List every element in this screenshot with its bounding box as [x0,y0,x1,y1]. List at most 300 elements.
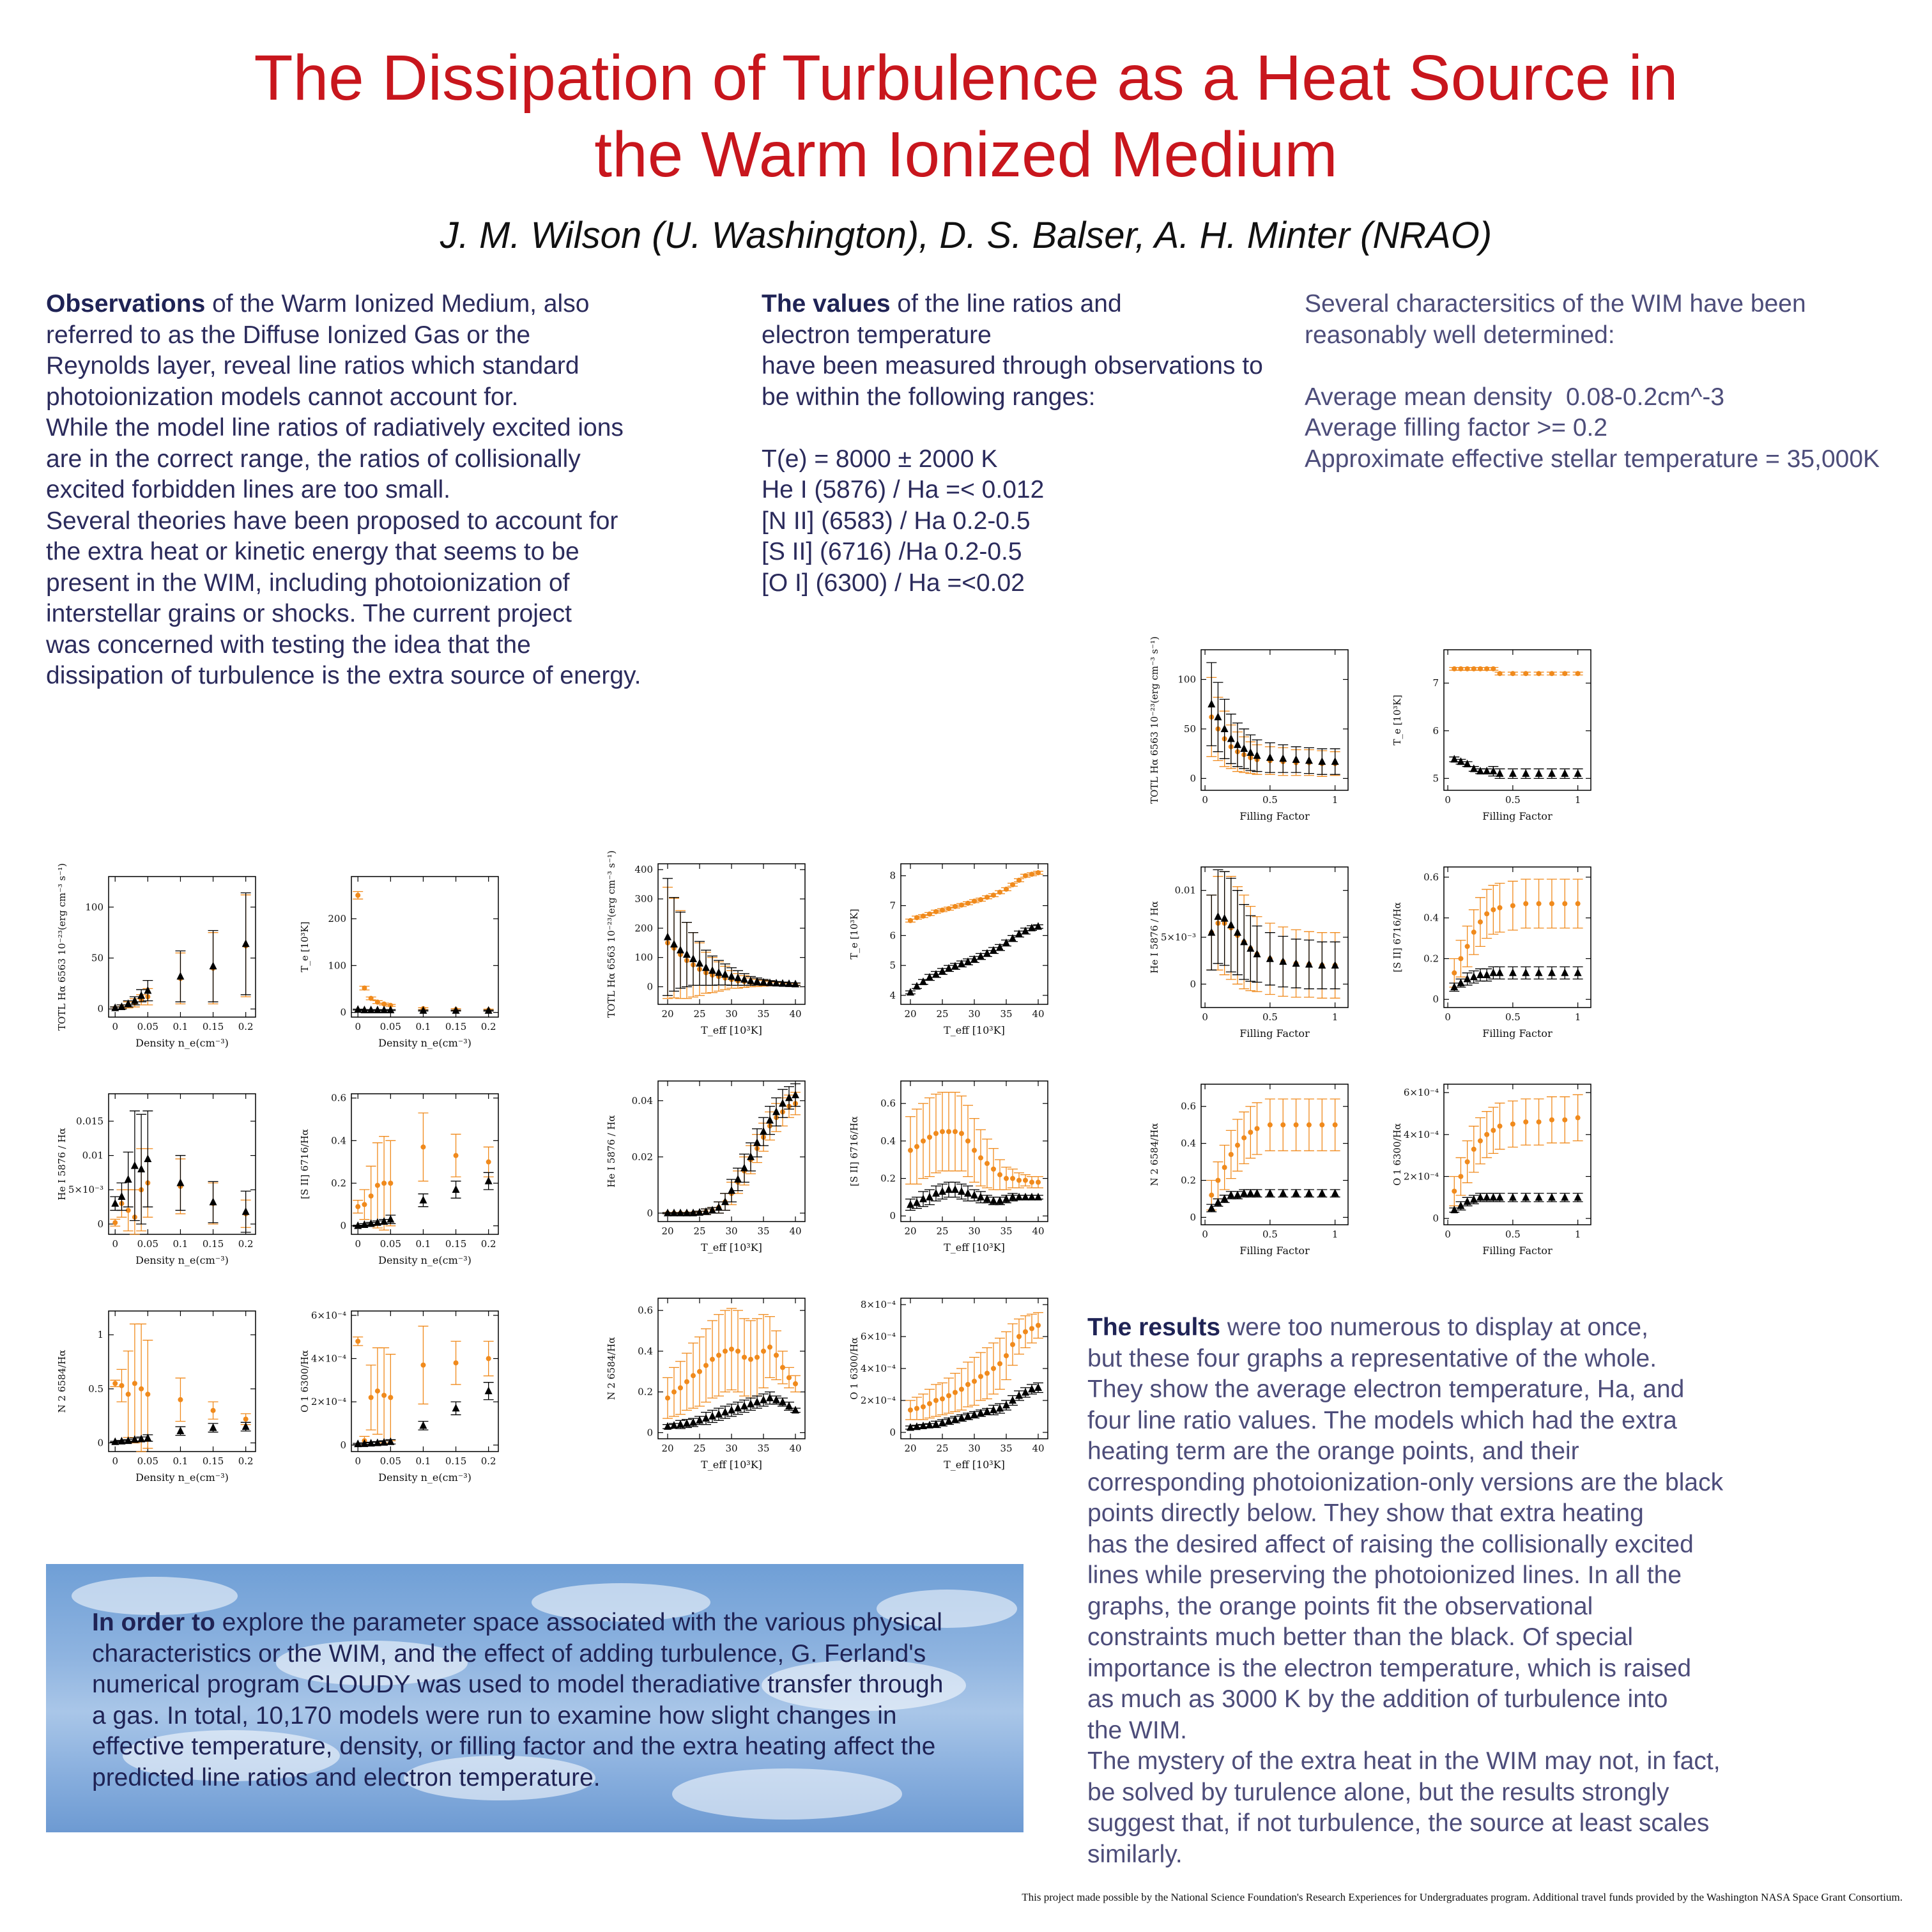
data-point-orange [1010,1342,1015,1347]
data-point-orange [132,1381,137,1386]
data-point-orange [1491,1128,1496,1133]
y-axis-label: O 1 6300/Hα [1392,1123,1403,1186]
data-point-black [1450,755,1458,763]
x-tick-label: 40 [1032,1443,1045,1454]
y-axis-label: O 1 6300/Hα [299,1350,310,1413]
data-point-black [485,1177,493,1184]
data-point-black [367,1219,375,1227]
data-point-black [734,1175,742,1183]
data-point-black [1279,957,1287,965]
y-tick-label: 0 [647,1427,653,1439]
data-point-black [728,1186,735,1194]
sky-panel [46,1564,1023,1832]
data-point-orange [375,1388,380,1393]
data-point-orange [1004,887,1009,892]
y-tick-label: 6 [1432,724,1439,737]
data-point-black [1483,1193,1491,1200]
data-point-black [683,950,691,958]
x-tick-label: 30 [725,1225,738,1237]
data-point-black [210,1423,217,1431]
data-point-orange [1029,1326,1034,1331]
data-point-black [702,1414,710,1422]
y-tick-label: 0 [97,1218,103,1230]
data-point-black [740,1402,748,1409]
y-tick-label: 8 [889,870,896,882]
data-point-orange [1549,901,1554,906]
data-point-orange [211,1408,216,1413]
data-point-orange [774,1353,779,1358]
chart-svg [294,1080,511,1279]
values-lead: The values [762,290,891,318]
data-point-black [1548,1193,1556,1200]
data-point-orange [1010,882,1015,887]
chart-svg [1144,636,1361,835]
chart-panel-filling [1386,853,1604,1052]
title-line-1: The Dissipation of Turbulence as a Heat Source in [254,42,1678,114]
y-axis-label: [S II] 6716/Hα [848,1116,860,1186]
data-point-orange [1023,1330,1028,1335]
data-point-orange [729,1347,734,1352]
data-point-black [176,1179,184,1186]
y-tick-label: 0 [97,1437,103,1449]
chart-panel-filling [1144,636,1361,835]
data-point-black [747,1400,755,1407]
x-tick-label: 1 [1574,1229,1581,1240]
data-point-black [1509,769,1517,777]
data-point-orange [1523,1119,1528,1124]
data-point-black [1476,1193,1484,1200]
data-point-black [1574,1193,1582,1200]
data-point-orange [1458,956,1463,961]
y-tick-label: 0.4 [880,1135,896,1147]
data-point-black [779,1099,786,1107]
data-point-black [721,970,729,977]
data-point-orange [112,1381,118,1386]
x-axis-label: T_eff [10³K] [701,1024,762,1036]
data-point-orange [965,901,970,906]
data-point-black [721,1197,729,1205]
data-point-orange [1029,1179,1034,1184]
x-tick-label: 0.05 [137,1021,159,1032]
y-tick-label: 5×10⁻³ [1160,931,1196,943]
data-point-black [1208,928,1215,936]
data-point-orange [112,1220,118,1225]
x-tick-label: 0.05 [379,1021,402,1032]
data-point-black [753,1398,761,1406]
data-point-orange [1523,901,1528,906]
data-point-orange [1004,1353,1009,1358]
data-point-black [766,1116,774,1124]
x-tick-label: 25 [693,1443,706,1454]
data-point-black [1015,1392,1023,1399]
x-tick-label: 30 [725,1008,738,1020]
data-point-orange [355,1204,360,1209]
data-point-orange [1036,870,1041,875]
data-point-black [792,1406,799,1413]
data-point-black [715,1410,723,1418]
data-point-black [1266,753,1274,761]
y-axis-label: TOTL Hα 6563 10⁻²³(erg cm⁻³ s⁻¹) [56,862,68,1031]
data-point-orange [1036,1179,1041,1184]
data-point-black [111,1199,119,1207]
y-tick-label: 0 [340,1439,346,1451]
results-text: were too numerous to display at once, but these four graphs a representative of the whole. They show the average electron temperature, Ha, and four line ratio values. The models which had the extra heating term are the orange points, and their corresponding photoionization-only versions are the black points directly below. They show that extra heating has the desired affect of raising the collisionally excited lines while preserving the photoionized lines. In all the graphs, the orange points fit the observational constraints much better than the black. Of special importance is the electron temperature, which is raised as much as 3000 K by the addition of turbulence into the WIM. The mystery of the extra heat in the WIM may not, in fact, be solved by turulence alone, but the results strongly suggest that, if not turbulence, the source at least scales similarly. [1087,1314,1724,1868]
chart-svg [601,1284,818,1483]
x-tick-label: 0.5 [1262,1229,1278,1240]
data-point-black [951,1185,959,1193]
x-tick-label: 40 [789,1225,802,1237]
data-point-orange [369,1193,374,1199]
data-point-orange [369,1395,374,1400]
data-point-black [1548,769,1556,777]
x-tick-label: 30 [725,1443,738,1454]
data-point-black [772,1107,780,1115]
chart-svg [843,1067,1061,1266]
data-point-orange [1452,970,1457,976]
plot-frame [1444,867,1591,1008]
data-point-black [1214,912,1222,920]
data-point-black [670,940,678,947]
data-point-black [977,1193,985,1200]
data-point-orange [940,1129,945,1134]
x-tick-label: 30 [968,1225,981,1237]
x-tick-label: 20 [904,1008,917,1020]
y-tick-label: 0.4 [638,1345,653,1357]
data-point-orange [921,1404,926,1409]
data-point-black [1483,767,1491,774]
data-point-black [907,1423,914,1431]
data-point-orange [953,1390,958,1395]
data-point-orange [927,1135,932,1140]
x-axis-label: Filling Factor [1482,1027,1552,1039]
data-point-orange [1255,1126,1260,1131]
data-point-orange [697,1369,702,1374]
data-point-orange [381,1181,387,1186]
x-tick-label: 20 [904,1225,917,1237]
in-order-lead: In order to [92,1609,215,1636]
data-point-orange [940,1397,945,1402]
chart-panel-filling [1144,1070,1361,1269]
y-tick-label: 5 [1432,772,1439,785]
data-point-black [131,996,139,1004]
y-tick-label: 2×10⁻⁴ [310,1396,346,1408]
x-tick-label: 0.15 [202,1021,224,1032]
y-tick-label: 0 [889,1427,896,1438]
data-point-orange [1458,1174,1463,1179]
x-tick-label: 35 [757,1225,770,1237]
chart-panel-teff [843,850,1061,1049]
data-point-black [715,1203,723,1211]
plot-frame [351,1094,498,1234]
data-point-black [1292,959,1300,967]
chart-svg [294,1297,511,1496]
data-point-black [964,1189,972,1197]
data-point-orange [1294,1123,1299,1128]
y-tick-label: 200 [634,922,653,934]
data-point-orange [972,1379,977,1384]
data-point-orange [1575,901,1581,906]
y-tick-label: 5×10⁻³ [68,1184,103,1196]
chart-panel-density [294,862,511,1062]
y-tick-label: 4×10⁻⁴ [1403,1128,1439,1140]
y-tick-label: 4×10⁻⁴ [310,1353,346,1365]
x-tick-label: 0.1 [172,1238,188,1250]
y-tick-label: 0 [97,1003,103,1015]
data-point-orange [985,894,990,900]
data-point-black [1254,751,1261,759]
y-axis-label: O 1 6300/Hα [848,1337,860,1400]
data-point-black [1246,748,1254,756]
data-point-black [1240,937,1248,945]
data-point-orange [486,1356,491,1361]
x-tick-label: 30 [968,1443,981,1454]
chart-panel-density [294,1297,511,1496]
x-tick-label: 0 [355,1455,361,1467]
data-point-orange [1549,671,1554,676]
chart-panel-filling [1386,1070,1604,1269]
x-tick-label: 1 [1331,1229,1338,1240]
data-point-orange [793,1381,798,1386]
y-tick-label: 100 [328,960,346,972]
data-point-black [970,1191,978,1199]
in-order-text: explore the parameter space associated with the various physical characteristics or the WIM, and the effect of adding turbulence, G. Ferland's numerical program CLOUDY was used to model theradiative transfer through a gas. In total, 10,170 models were run to examine how slight changes in effective temperature, density, or filling factor and the extra heating affect the predicted line ratios and electron temperature. [92,1609,944,1791]
x-tick-label: 0.2 [238,1021,254,1032]
data-point-black [728,1406,735,1413]
x-tick-label: 0.1 [415,1021,431,1032]
data-point-orange [1465,944,1470,949]
data-point-black [452,1185,460,1193]
y-tick-label: 200 [328,913,346,924]
y-axis-label: T_e [10³K] [299,921,310,972]
y-tick-label: 0.4 [1423,912,1439,924]
data-point-black [1279,754,1287,762]
y-tick-label: 0 [340,1220,346,1232]
data-point-black [1522,1193,1529,1200]
title-line-2: the Warm Ionized Medium [594,119,1338,190]
x-tick-label: 0 [355,1238,361,1250]
data-point-black [785,1093,793,1101]
chart-svg [1386,1070,1604,1269]
data-point-black [753,1138,761,1146]
data-point-black [1535,1193,1543,1200]
x-axis-label: Density n_e(cm⁻³) [135,1471,229,1483]
data-point-orange [921,914,926,919]
data-point-orange [933,1398,939,1403]
data-point-black [990,1197,997,1204]
data-point-black [242,1208,250,1215]
x-tick-label: 0.2 [238,1455,254,1467]
x-tick-label: 40 [789,1008,802,1020]
x-tick-label: 1 [1331,1011,1338,1023]
data-point-black [176,1427,184,1434]
y-tick-label: 0 [1432,1213,1439,1225]
data-point-black [1318,961,1326,969]
data-point-orange [1016,878,1022,883]
data-point-orange [1491,666,1496,671]
plot-frame [109,1094,256,1234]
x-tick-label: 35 [757,1443,770,1454]
chart-svg [1144,853,1361,1052]
x-tick-label: 0.05 [137,1238,159,1250]
data-point-orange [1575,671,1581,676]
data-point-black [1266,954,1274,962]
data-point-black [779,1398,786,1406]
data-point-black [766,1393,774,1401]
data-point-orange [1023,1177,1028,1183]
data-point-orange [767,1345,772,1350]
data-point-black [1457,757,1464,765]
data-point-orange [1209,1193,1214,1198]
y-axis-label: He I 5876 / Hα [606,1115,617,1188]
data-point-orange [1471,930,1476,935]
data-point-orange [735,1349,740,1354]
chart-panel-filling [1386,636,1604,835]
data-point-orange [1562,901,1567,906]
data-point-orange [997,1361,1002,1367]
data-point-black [740,1163,748,1171]
data-point-orange [997,1172,1002,1177]
observations-lead: Observations [46,290,206,318]
data-point-black [1509,1193,1517,1200]
x-tick-label: 0.1 [415,1238,431,1250]
chart-svg [51,862,268,1062]
data-point-black [932,1189,940,1197]
data-point-orange [1484,1132,1489,1137]
y-tick-label: 0 [889,1210,896,1222]
y-tick-label: 0.2 [880,1172,896,1184]
y-axis-label: N 2 6584/Hα [56,1349,68,1413]
y-tick-label: 0 [647,981,653,993]
data-point-orange [1510,671,1515,676]
y-tick-label: 6×10⁻⁴ [1403,1087,1439,1099]
y-axis-label: N 2 6584/Hα [1149,1123,1160,1186]
y-tick-label: 400 [634,864,653,876]
data-point-black [1227,734,1235,742]
y-axis-label: He I 5876 / Hα [1149,901,1160,974]
data-point-black [1457,1201,1464,1209]
data-point-black [210,1198,217,1206]
data-point-black [1489,767,1497,774]
chart-panel-teff [601,1067,818,1266]
x-tick-label: 0 [1202,794,1208,806]
data-point-orange [972,1148,977,1153]
data-point-orange [1241,1135,1246,1140]
data-point-black [131,1162,139,1169]
x-tick-label: 0.2 [480,1021,496,1032]
data-point-orange [1537,1119,1542,1124]
x-tick-label: 25 [693,1225,706,1237]
data-point-orange [985,1161,990,1166]
y-tick-label: 0 [1190,978,1196,990]
data-point-black [1496,1193,1504,1200]
data-point-black [1574,769,1582,777]
data-point-orange [388,1395,393,1400]
data-point-orange [1510,903,1515,908]
characteristics-section: Several charactersitics of the WIM have been reasonably well determined: Average mean density 0.08-0.2cm^-3 Average filling factor >= 0.2 Approximate effective stellar temperature = 35,000K [1305,290,1880,473]
data-point-orange [1268,1123,1273,1128]
data-point-black [452,1404,460,1411]
y-tick-label: 0.015 [76,1115,103,1127]
data-point-orange [1491,907,1496,912]
x-axis-label: Density n_e(cm⁻³) [378,1471,471,1483]
x-tick-label: 0 [355,1021,361,1032]
y-tick-label: 50 [91,952,103,964]
x-axis-label: Filling Factor [1239,1245,1310,1257]
data-point-orange [671,1390,677,1395]
x-tick-label: 0.5 [1505,1011,1521,1023]
x-tick-label: 0.2 [480,1455,496,1467]
data-point-black [1470,764,1478,772]
data-point-black [144,1154,151,1162]
data-point-black [734,1404,742,1411]
data-point-orange [119,1383,124,1388]
x-axis-label: T_eff [10³K] [701,1459,762,1471]
data-point-orange [716,1353,721,1358]
data-point-orange [665,1395,670,1400]
data-point-black [1221,914,1229,922]
data-point-black [1489,1193,1497,1200]
x-axis-label: Density n_e(cm⁻³) [135,1254,229,1266]
y-tick-label: 4×10⁻⁴ [860,1363,896,1374]
data-point-orange [1498,1124,1503,1129]
y-tick-label: 4 [889,989,896,1001]
data-point-orange [388,1181,393,1186]
y-tick-label: 6×10⁻⁴ [310,1309,346,1321]
data-point-black [1254,949,1261,957]
data-point-orange [454,1360,459,1365]
x-tick-label: 0.2 [480,1238,496,1250]
x-tick-label: 1 [1574,794,1581,806]
data-point-orange [1562,1117,1567,1123]
y-tick-label: 2×10⁻⁴ [1403,1170,1439,1183]
data-point-orange [1575,1116,1581,1121]
x-tick-label: 25 [936,1225,949,1237]
data-point-black [1548,969,1556,976]
plot-frame [1201,650,1348,790]
x-tick-label: 35 [757,1008,770,1020]
chart-panel-teff [601,850,818,1049]
y-tick-label: 100 [634,951,653,963]
data-point-orange [126,1392,131,1397]
poster-title [0,40,1932,193]
data-point-black [772,1395,780,1403]
data-point-orange [1229,1152,1234,1157]
data-point-orange [684,1379,689,1384]
y-tick-label: 0.01 [82,1149,103,1162]
x-tick-label: 25 [936,1443,949,1454]
data-point-orange [691,1373,696,1378]
y-tick-label: 0.01 [1174,884,1196,896]
data-point-black [419,1196,427,1204]
x-tick-label: 35 [1000,1225,1013,1237]
data-point-black [1240,744,1248,752]
data-point-orange [914,1144,919,1149]
data-point-black [702,963,710,971]
data-point-orange [959,1131,964,1136]
y-tick-label: 300 [634,893,653,905]
data-point-orange [1333,1123,1338,1128]
data-point-orange [946,906,951,911]
data-point-black [1234,740,1241,748]
y-tick-label: 100 [1177,673,1196,686]
data-point-black [1476,970,1484,978]
data-point-black [689,954,697,962]
data-point-orange [1498,905,1503,910]
x-axis-label: Density n_e(cm⁻³) [378,1254,471,1266]
y-tick-label: 2×10⁻⁴ [860,1395,896,1406]
chart-panel-teff [843,1067,1061,1266]
data-point-orange [908,1407,913,1413]
